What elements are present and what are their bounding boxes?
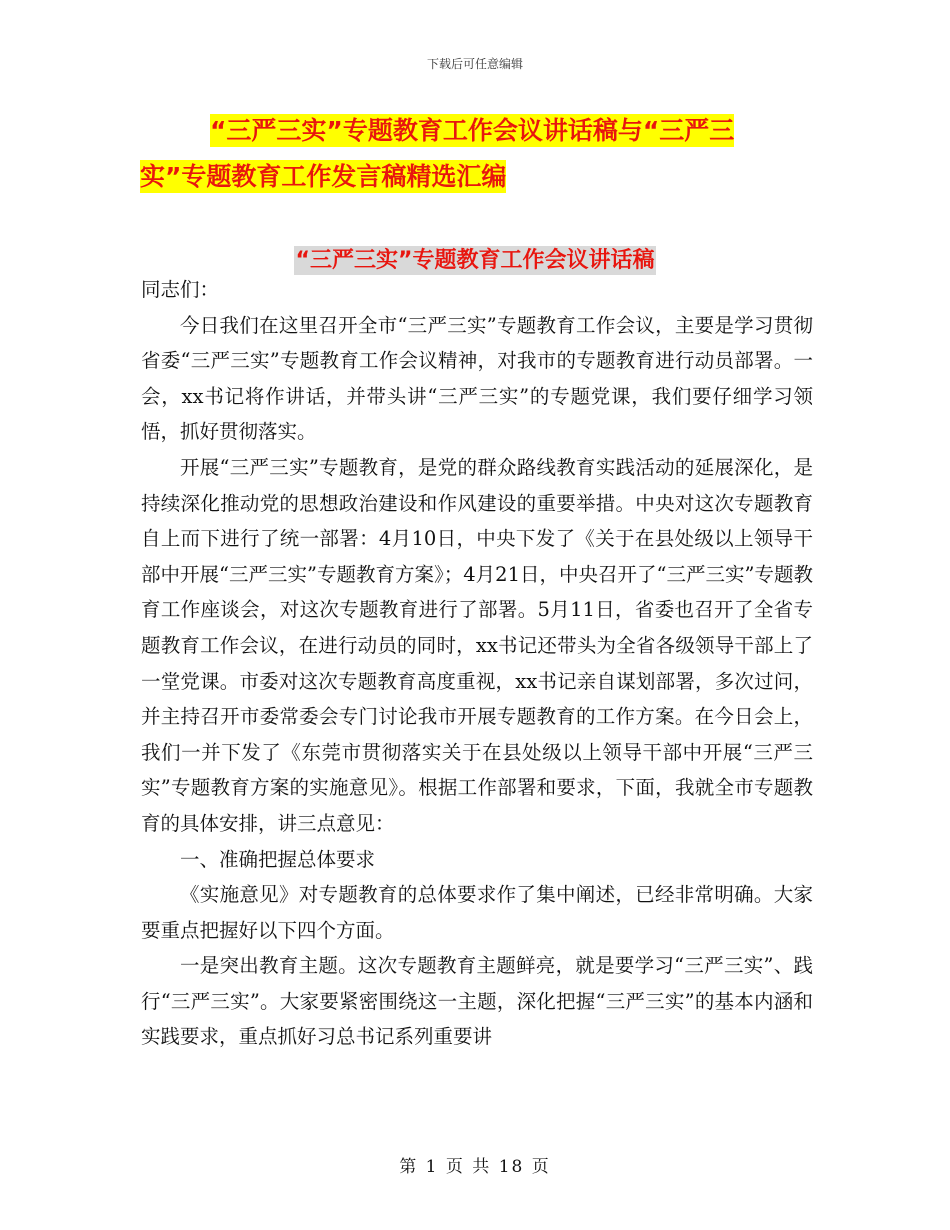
page-number-footer: 第 1 页 共 18 页 xyxy=(399,1157,551,1177)
title-line-2 xyxy=(140,154,840,200)
title-line-2-text: 实”专题教育工作发言稿精选汇编 xyxy=(140,162,507,191)
page-header: 下载后可任意编辑 xyxy=(426,57,523,71)
section-subtitle xyxy=(0,243,950,274)
paragraph: 今日我们在这里召开全市“三严三实”专题教育工作会议，主要是学习贯彻省委“三严三实”专题教育工作会议精神，对我市的专题教育进行动员部署。一会，xx书记将作讲话，并带头讲“三严三实”的专题党课，我们要仔细学习领悟，抓好贯彻落实。 xyxy=(141,313,813,444)
title-line-1-text: “三严三实”专题教育工作会议讲话稿与“三严三 xyxy=(210,116,735,145)
salutation: 同志们： xyxy=(141,278,220,301)
paragraph: 一是突出教育主题。这次专题教育主题鲜亮，就是要学习“三严三实”、践行“三严三实”。大家要紧密围绕这一主题，深化把握“三严三实”的基本内涵和实践要求，重点抓好习总书记系列重要讲 xyxy=(141,954,813,1049)
paragraph: 开展“三严三实”专题教育，是党的群众路线教育实践活动的延展深化，是持续深化推动党的思想政治建设和作风建设的重要举措。中央对这次专题教育自上而下进行了统一部署：4月10日，中央下发了《关于在县处级以上领导干部中开展“三严三实”专题教育方案》；4月21日，中央召开了“三严三实”专题教育工作座谈会，对这次专题教育进行了部署。5月11日，省委也召开了全省专题教育工作会议，在进行动员的同时，xx书记还带头为全省各级领导干部上了一堂党课。市委对这次专题教育高度重视，xx书记亲自谋划部署，多次过问，并主持召开市委常委会专门讨论我市开展专题教育的工作方案。在今日会上，我们一并下发了《东莞市贯彻落实关于在县处级以上领导干部中开展“三严三实”专题教育方案的实施意见》。根据工作部署和要求，下面，我就全市专题教育的具体安排，讲三点意见： xyxy=(141,455,813,835)
document-title xyxy=(140,108,840,200)
paragraph: 《实施意见》对专题教育的总体要求作了集中阐述，已经非常明确。大家要重点把握好以下四个方面。 xyxy=(141,883,813,942)
section-subtitle-text: “三严三实”专题教育工作会议讲话稿 xyxy=(295,248,655,273)
section-heading: 一、准确把握总体要求 xyxy=(180,847,376,871)
document-body xyxy=(141,272,813,1055)
title-line-1 xyxy=(140,108,840,154)
